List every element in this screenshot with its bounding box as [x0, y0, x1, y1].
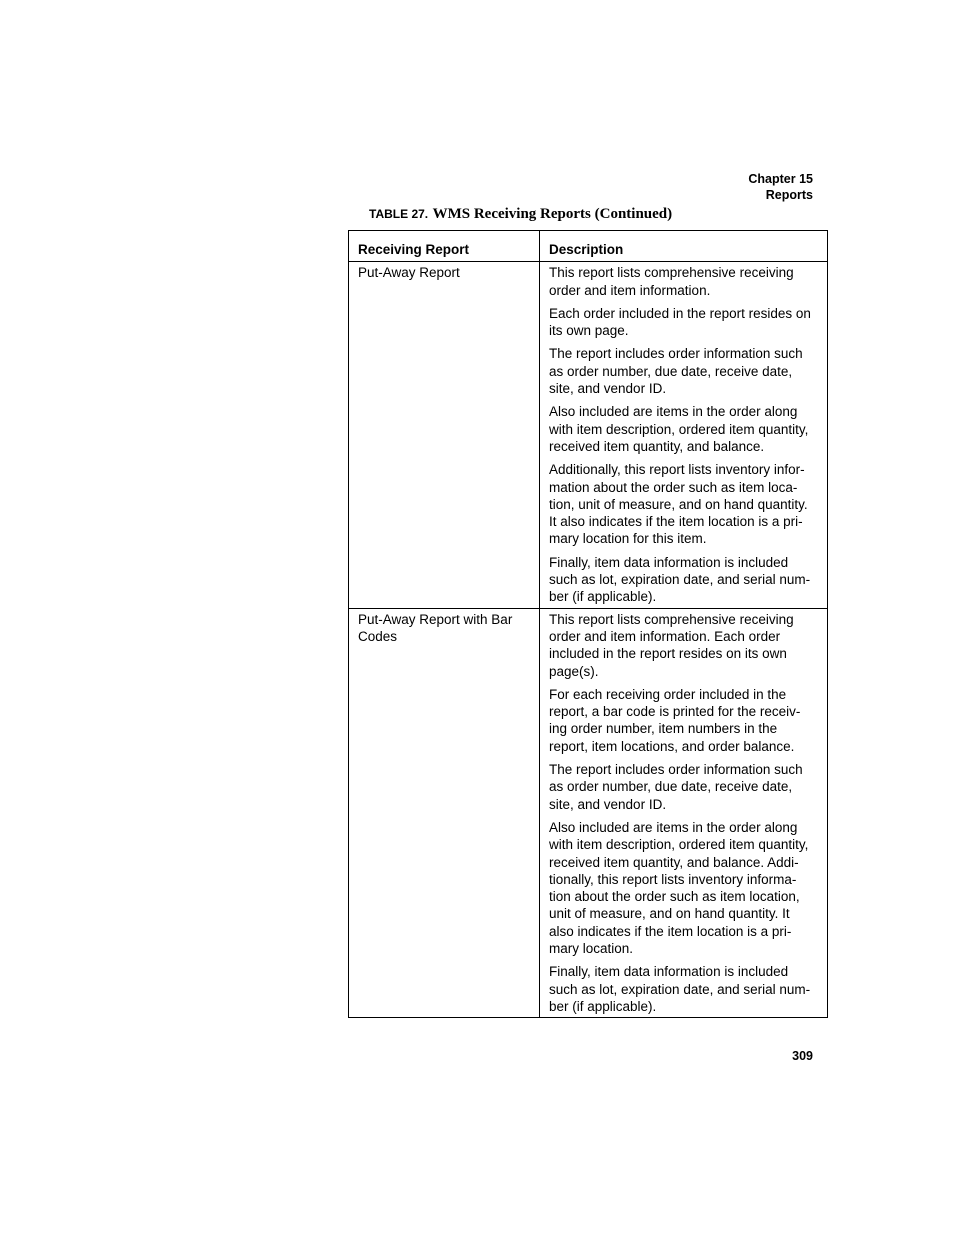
running-header — [748, 171, 813, 203]
description-paragraph: Finally, item data information is included such as lot, expiration date, and serial num-ber (if applicable). — [549, 554, 811, 605]
report-name-cell: Put-Away Report with Bar Codes — [349, 608, 540, 1018]
report-name-cell: Put-Away Report — [349, 262, 540, 608]
section-label: Reports — [765, 188, 813, 202]
table-row — [349, 262, 828, 608]
table-caption — [369, 205, 672, 223]
description-paragraph: This report lists comprehensive receiving order and item information. Each order included in the report resides on its own page(s). — [549, 611, 794, 679]
receiving-reports-table — [348, 230, 828, 1018]
description-cell — [540, 608, 828, 1018]
page-number: 309 — [792, 1049, 813, 1063]
description-paragraph: Finally, item data information is included such as lot, expiration date, and serial num-ber (if applicable). — [549, 964, 811, 1014]
column-header-receiving-report: Receiving Report — [349, 231, 540, 262]
table-number: TABLE 27. — [369, 207, 429, 221]
column-header-description: Description — [540, 231, 828, 262]
chapter-label: Chapter 15 — [748, 172, 813, 186]
description-paragraph: For each receiving order included in the report, a bar code is printed for the receiv-ing order number, item numbers in the report, item locations, and order balance. — [549, 686, 801, 754]
description-paragraph: Also included are items in the order along with item description, ordered item quantity, received item quantity, and balance. — [549, 404, 809, 454]
description-paragraph: Each order included in the report resides on its own page. — [549, 305, 811, 339]
table-row — [349, 608, 828, 1018]
description-cell — [540, 262, 828, 608]
description-paragraph: Additionally, this report lists inventory infor-mation about the order such as item loca-tion, unit of measure, and on hand quantity. It also indicates if the item location is a pri-mary location for this item. — [549, 462, 808, 547]
table-header-row — [349, 231, 828, 262]
description-paragraph: The report includes order information such as order number, due date, receive date, site, and vendor ID. — [549, 346, 803, 397]
description-paragraph: The report includes order information such as order number, due date, receive date, site, and vendor ID. — [549, 762, 803, 812]
description-paragraph: Also included are items in the order along with item description, ordered item quantity, received item quantity, and balance. Addi-tionally, this report lists inventory informa-tion about the order such as item location, unit of measure, and on hand quantity. It also indicates if the item location is a pri-mary location. — [549, 819, 809, 956]
table-title: WMS Receiving Reports (Continued) — [432, 206, 673, 222]
description-paragraph: This report lists comprehensive receiving order and item information. — [549, 265, 794, 298]
